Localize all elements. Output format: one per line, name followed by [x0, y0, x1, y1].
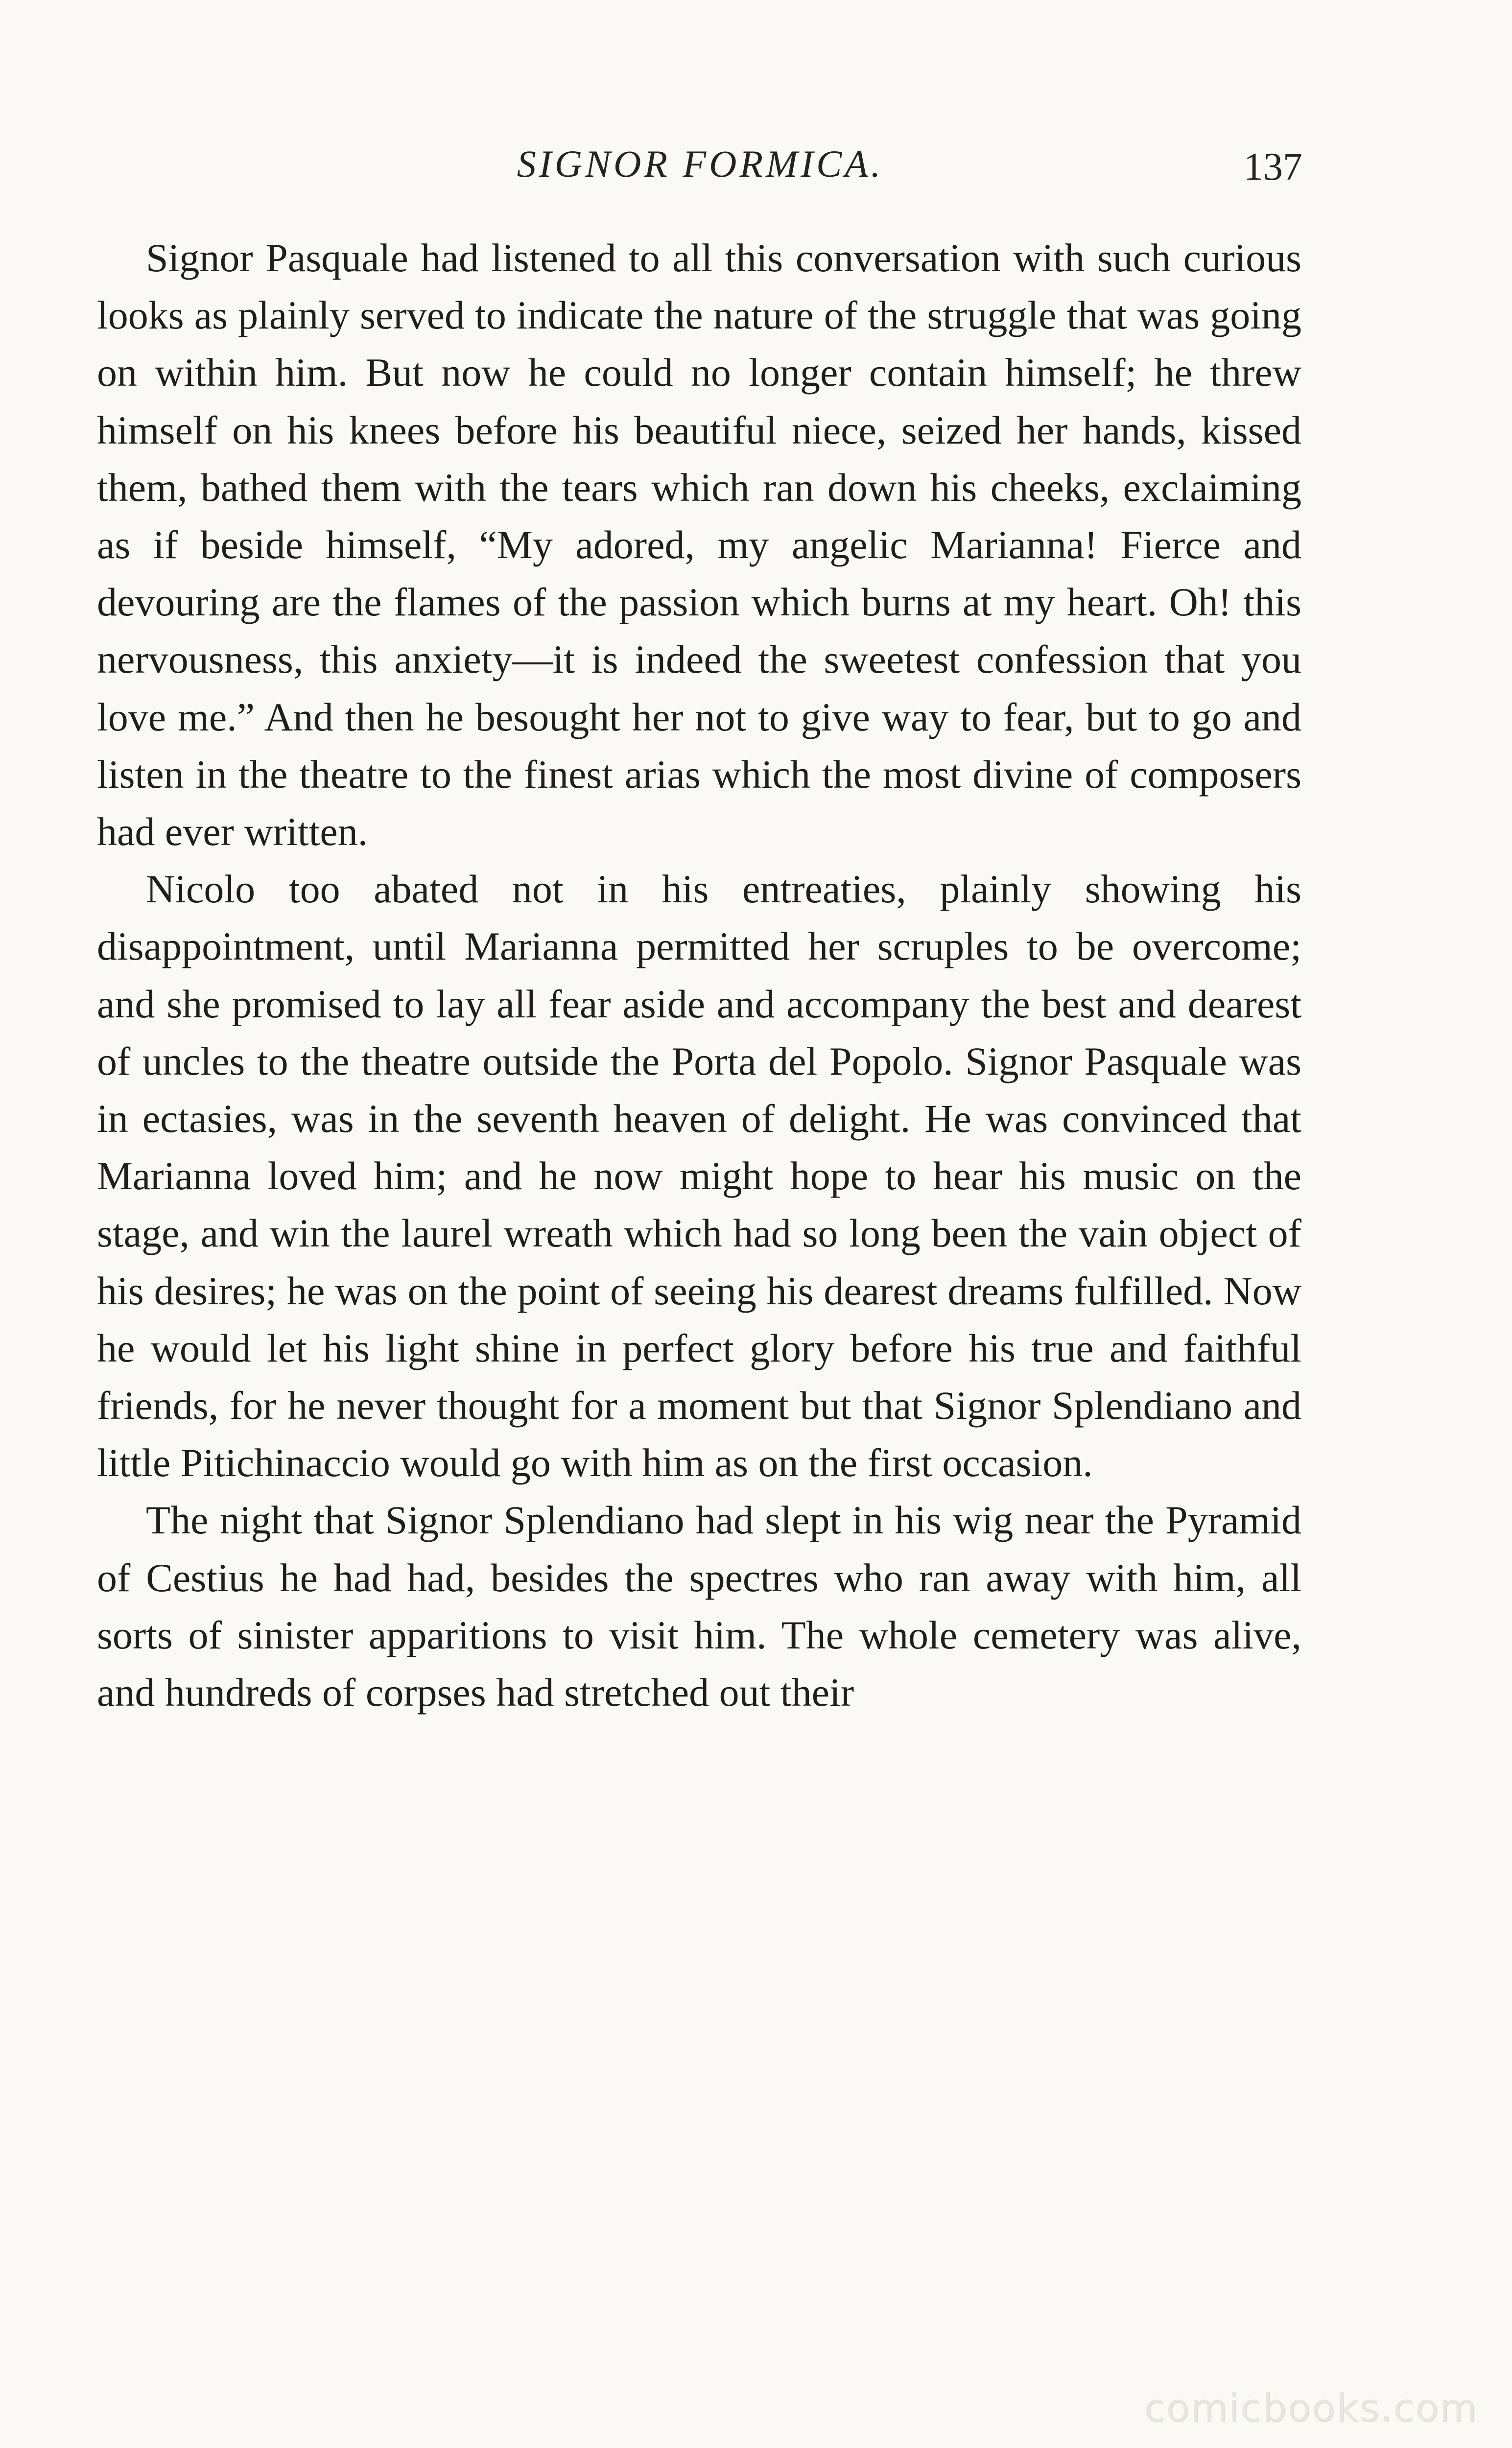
page-number: 137 [1244, 145, 1302, 188]
watermark: comicbooks.com [1144, 2386, 1478, 2430]
paragraph-2: Nicolo too abated not in his entreaties, plainly showing his disappointment, until Marianna permitted her scruples to be overcome; and she promised to lay all fear aside and accompany the best and dearest of uncles to the theatre outside the Porta del Popolo. Signor Pasquale was in ectasies, was in the seventh heaven of delight. He was convinced that Marianna loved him; and he now might hope to hear his music on the stage, and win the laurel wreath which had so long been the vain object of his desires; he was on the point of seeing his dearest dreams fulfilled. Now he would let his light shine in perfect glory before his true and faithful friends, for he never thought for a moment but that Signor Splendiano and little Pitichinaccio would go with him as on the first occasion. [97, 867, 1301, 1485]
running-title: SIGNOR FORMICA. [517, 142, 884, 185]
running-head [98, 142, 1302, 201]
paragraph-1: Signor Pasquale had listened to all this conversation with such curious looks as plainly served to indicate the nature of the struggle that was going on within him. But now he could no longer contain himself; he threw himself on his knees before his beautiful niece, seized her hands, kissed them, bathed them with the tears which ran down his cheeks, exclaiming as if beside himself, “My adored, my angelic Marianna! Fierce and devouring are the flames of the passion which burns at my heart. Oh! this nervousness, this anxiety—it is indeed the sweetest confession that you love me.” And then he besought her not to give way to fear, but to go and listen in the theatre to the finest arias which the most divine of composers had ever written. [97, 235, 1301, 854]
paragraph-3: The night that Signor Splendiano had slept in his wig near the Pyramid of Cestius he had had, besides the spectres who ran away with him, all sorts of sinister apparitions to visit him. The whole cemetery was alive, and hundreds of corpses had stretched out their [97, 1498, 1301, 1715]
body-text [97, 229, 1301, 1721]
